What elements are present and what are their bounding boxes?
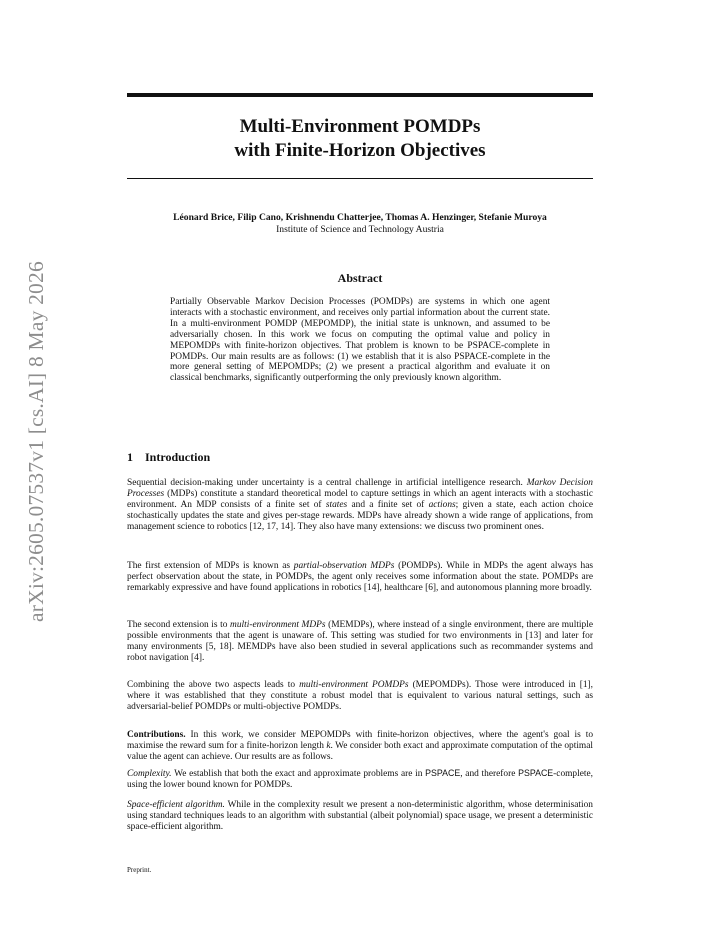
p1-text-d: ; given a state, each action choice stochastically updates the state and gives per-stage rewards. MDPs have already shown a wide range of applications, from management science to robotics [12, 17, 14]. They also have many extensions: we discuss two prominent ones. bbox=[127, 499, 593, 532]
section-title: Introduction bbox=[145, 450, 211, 464]
p6-text-c: -complete, using the lower bound known for POMDPs. bbox=[127, 769, 593, 790]
p1-text-c: and a finite set of bbox=[351, 499, 425, 510]
p6-pspace-1: PSPACE bbox=[425, 768, 461, 778]
intro-paragraph-1 bbox=[127, 478, 593, 533]
p1-text-b: (MDPs) constitute a standard theoretical model to capture settings in which an agent interacts with a stochastic environment. An MDP consists of a finite set of bbox=[127, 488, 594, 510]
section-heading-introduction bbox=[127, 450, 210, 464]
p4-em-mepomdp: multi-environment POMDPs bbox=[299, 680, 409, 690]
author-list: Léonard Brice, Filip Cano, Krishnendu Chatterjee, Thomas A. Henzinger, Stefanie Muroya bbox=[173, 212, 547, 223]
contributions-label: Contributions. bbox=[127, 730, 186, 740]
title-top-rule bbox=[127, 93, 593, 97]
p5-math-k: k bbox=[326, 740, 331, 751]
p3-text-a: The second extension is to bbox=[127, 620, 228, 630]
p4-text-a: Combining the above two aspects leads to bbox=[127, 680, 296, 690]
p1-text-a: Sequential decision-making under uncertainty is a central challenge in artificial intelligence research. bbox=[127, 478, 523, 488]
title-bottom-rule bbox=[127, 178, 593, 179]
intro-paragraph-3 bbox=[127, 620, 593, 664]
algorithm-label: Space-efficient algorithm. bbox=[127, 800, 225, 810]
abstract-heading: Abstract bbox=[337, 271, 383, 285]
p2-text-b: (POMDPs). While in MDPs the agent always has perfect observation about the state, in POMDPs, the agent only receives some information about the state. POMDPs are remarkably expressive and have found applications in robotics [14], healthcare [6], and autonomous planning more broadly. bbox=[127, 561, 594, 593]
section-number: 1 bbox=[127, 450, 133, 464]
contributions-paragraph bbox=[127, 730, 593, 763]
abstract-text: Partially Observable Markov Decision Processes (POMDPs) are systems in which one agent interacts with a stochastic environment, and receives only partial information about the current state. In a multi-environment POMDP (MEPOMDP), the initial state is unknown, and assumed to be adversarially chosen. In this work we focus on computing the optimal value and policy in MEPOMDPs with finite-horizon objectives. That problem is known to be PSPACE-complete in POMDPs. Our main results are as follows: (1) we establish that it is also PSPACE-complete in the more general setting of MEPOMDPs; (2) we present a practical algorithm and evaluate it on classical benchmarks, significantly outperforming the only previously known algorithm. bbox=[170, 297, 550, 384]
paper-title bbox=[127, 115, 593, 163]
arxiv-identifier-text: arXiv:2605.07537v1 [cs.AI] 8 May 2026 bbox=[24, 261, 48, 622]
p5-text-a: In this work, we consider MEPOMDPs with finite-horizon objectives, where the agent's goal is to maximise the reward sum for a finite-horizon length bbox=[127, 730, 594, 751]
p7-text-a: While in the complexity result we present a non-deterministic algorithm, whose determinisation using standard techniques leads to an algorithm with substantial (albeit polynomial) space usage, we present a deterministic space-efficient algorithm. bbox=[127, 800, 593, 832]
p3-text-b: (MEMDPs), where instead of a single environment, there are multiple possible environments that the agent is unaware of. This setting was studied for two environments in [13] and later for many environments [5, 18]. MEMDPs have also been studied in several applications such as recommander systems and robot navigation [4]. bbox=[127, 620, 593, 663]
p1-em-states: states bbox=[325, 499, 348, 510]
p2-em-pomdp: partial-observation MDPs bbox=[293, 561, 395, 571]
p4-text-b: (MEPOMDPs). Those were introduced in [1], where it was established that they constitute a robust model that is equivalent to various natural settings, such as adversarial-belief POMDPs or multi-objective POMDPs. bbox=[127, 680, 594, 712]
p1-em-actions: actions bbox=[428, 499, 456, 510]
preprint-footer: Preprint. bbox=[127, 866, 152, 874]
paper-title-line-1: Multi-Environment POMDPs bbox=[239, 116, 481, 137]
complexity-paragraph bbox=[127, 768, 593, 791]
p5-text-b: . We consider both exact and approximate computation of the optimal value the agent can achieve. Our results are as follows. bbox=[127, 740, 593, 762]
p2-text-a: The first extension of MDPs is known as bbox=[127, 561, 291, 571]
arxiv-identifier-stamp bbox=[18, 262, 54, 622]
p6-text-b: , and therefore bbox=[460, 769, 516, 779]
author-affiliation: Institute of Science and Technology Austria bbox=[276, 224, 444, 235]
p3-em-memdp: multi-environment MDPs bbox=[230, 620, 326, 630]
p6-text-a: We establish that both the exact and approximate problems are in bbox=[174, 769, 423, 779]
complexity-label: Complexity. bbox=[127, 769, 172, 779]
intro-paragraph-2 bbox=[127, 561, 593, 594]
algorithm-paragraph bbox=[127, 800, 593, 833]
intro-paragraph-4 bbox=[127, 680, 593, 713]
paper-title-line-2: with Finite-Horizon Objectives bbox=[234, 140, 486, 161]
p6-pspace-2: PSPACE bbox=[518, 768, 554, 778]
p1-em-mdp: Markov Decision Processes bbox=[127, 478, 593, 499]
